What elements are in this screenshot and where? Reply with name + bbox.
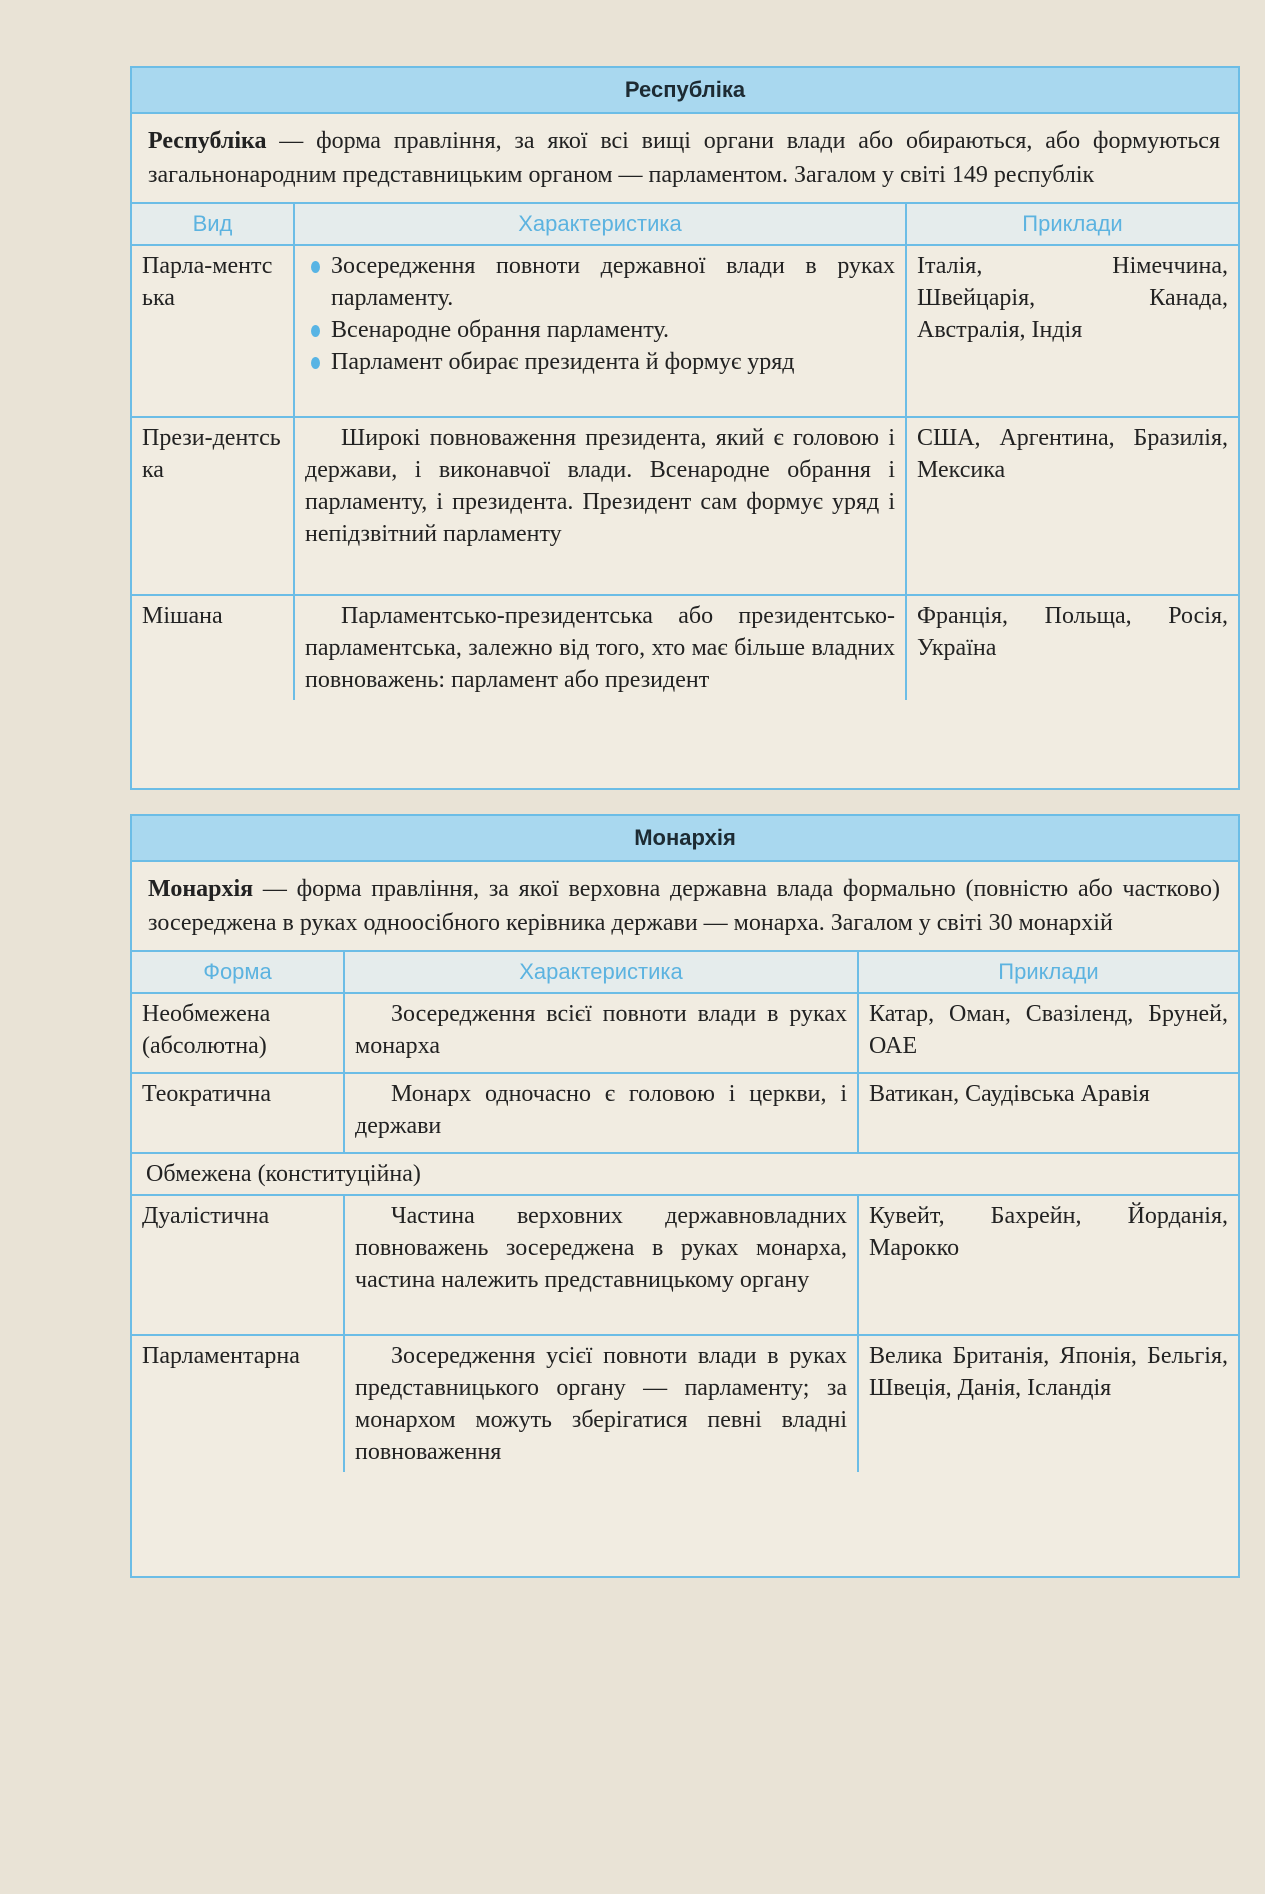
row-type: Прези-дентська [132, 417, 294, 595]
table-row [132, 1335, 1238, 1472]
row-characteristic: Парламентсько-президентська або президентсько-парламентська, залежно від того, хто має більше владних повноважень: парламент або президент [294, 595, 906, 700]
republic-definition [132, 114, 1238, 204]
monarchy-definition [132, 862, 1238, 952]
republic-term: Республіка [148, 128, 267, 154]
row-examples: Італія, Німеччина, Швейцарія, Канада, Австралія, Індія [906, 245, 1238, 417]
row-type: Теократична [132, 1073, 344, 1153]
col-header-examples: Приклади [906, 204, 1238, 245]
monarchy-table [130, 814, 1240, 1578]
table-header-row [132, 204, 1238, 245]
row-characteristic: Частина верховних державновладних повноважень зосереджена в руках монарха, частина належить представницькому органу [344, 1195, 858, 1335]
col-header-examples: Приклади [858, 952, 1238, 993]
republic-table [130, 66, 1240, 790]
bullet-text: Всенародне обрання парламенту. [331, 317, 669, 343]
col-header-form: Форма [132, 952, 344, 993]
monarchy-definition-text: — форма правління, за якої верховна державна влада формально (повністю або частково) зосереджена в руках одноосібного керівника держави — монарха. Загалом у світі 30 монархій [148, 876, 1220, 936]
row-examples: США, Аргентина, Бразилія, Мексика [906, 417, 1238, 595]
bullet-item [305, 250, 895, 314]
row-examples: Франція, Польща, Росія, Україна [906, 595, 1238, 700]
row-type: Парламентарна [132, 1335, 344, 1472]
republic-grid [132, 204, 1238, 700]
bullet-icon [311, 261, 320, 273]
row-type: Необмежена (абсолютна) [132, 993, 344, 1073]
row-characteristic: Монарх одночасно є головою і церкви, і держави [344, 1073, 858, 1153]
table-row [132, 245, 1238, 417]
table-row [132, 1195, 1238, 1335]
row-type: Дуалістична [132, 1195, 344, 1335]
col-header-characteristic: Характеристика [344, 952, 858, 993]
table-row [132, 417, 1238, 595]
row-characteristic: Зосередження усієї повноти влади в руках представницького органу — парламенту; за монархом можуть зберігатися певні владні повноваження [344, 1335, 858, 1472]
bullet-text: Парламент обирає президента й формує уряд [331, 349, 795, 375]
row-type: Парла-ментська [132, 245, 294, 417]
row-examples: Кувейт, Бахрейн, Йорданія, Марокко [858, 1195, 1238, 1335]
monarchy-term: Монархія [148, 876, 254, 902]
row-examples: Ватикан, Саудівська Аравія [858, 1073, 1238, 1153]
col-header-type: Вид [132, 204, 294, 245]
table-subheader-row [132, 1153, 1238, 1195]
republic-definition-text: — форма правління, за якої всі вищі органи влади або обираються, або формуються загальнонародним представницьким органом — парламентом. Загалом у світі 149 республік [148, 128, 1220, 188]
row-examples: Велика Британія, Японія, Бельгія, Швеція, Данія, Ісландія [858, 1335, 1238, 1472]
row-examples: Катар, Оман, Свазіленд, Бруней, ОАЕ [858, 993, 1238, 1073]
table-row [132, 595, 1238, 700]
bullet-text: Зосередження повноти державної влади в руках парламенту. [331, 253, 895, 311]
table-header-row [132, 952, 1238, 993]
row-characteristic [294, 245, 906, 417]
col-header-characteristic: Характеристика [294, 204, 906, 245]
bullet-icon [311, 357, 320, 369]
row-characteristic: Зосередження всієї повноти влади в руках монарха [344, 993, 858, 1073]
bullet-icon [311, 325, 320, 337]
republic-title: Республіка [132, 68, 1238, 114]
subheader-limited: Обмежена (конституційна) [132, 1153, 1238, 1195]
table-row [132, 1073, 1238, 1153]
row-characteristic: Широкі повноваження президента, який є головою і держави, і виконавчої влади. Всенародне обрання і парламенту, і президента. Президент сам формує уряд і непідзвітний парламенту [294, 417, 906, 595]
monarchy-title: Монархія [132, 816, 1238, 862]
row-type: Мішана [132, 595, 294, 700]
bullet-item [305, 314, 895, 346]
monarchy-grid [132, 952, 1238, 1472]
table-row [132, 993, 1238, 1073]
bullet-item [305, 346, 895, 378]
